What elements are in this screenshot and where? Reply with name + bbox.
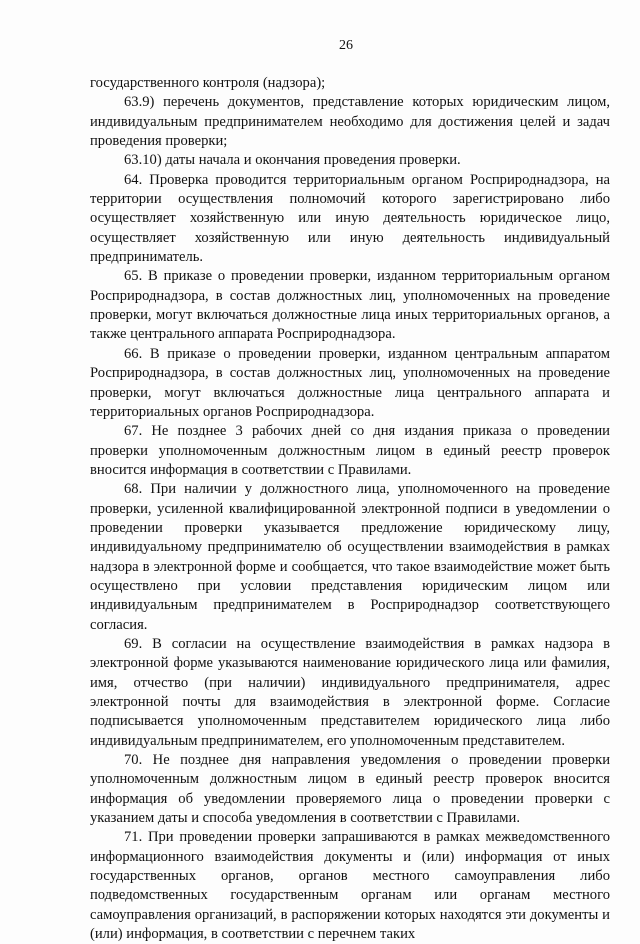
paragraph-63-10: 63.10) даты начала и окончания проведения проверки. [124,152,461,169]
paragraph-71: 71. При проведении проверки запрашиваются в рамках межведомственного информационного взаимодействия документы и (или) информация от иных государственных органов, органов местного самоуправления либо подведомственных государственным органам или органам местного самоуправления организаций, в распоряжении которых находятся эти документы и (или) информация, в соответствии с перечнем таких [90,829,610,943]
paragraph-70: 70. Не позднее дня направления уведомления о проведении проверки уполномоченным должностным лицом в единый реестр проверок вносится информация об уведомлении проверяемого лица о проведении проверки с указанием даты и способа уведомления в соответствии с Правилами. [90,752,610,827]
paragraph-64: 64. Проверка проводится территориальным органом Росприроднадзора, на территории осуществления полномочий которого зарегистрировано либо осуществляет хозяйственную или иную деятельность юридическое лицо, осуществляет хозяйственную или иную деятельность индивидуальный предприниматель. [90,171,610,266]
paragraph-66: 66. В приказе о проведении проверки, изданном центральным аппаратом Росприроднадзора, в состав должностных лиц, уполномоченных на проведение проверки, могут включаться должностные лица центрального аппарата и территориальных органов Росприроднадзора. [90,345,610,420]
paragraph-67: 67. Не позднее 3 рабочих дней со дня издания приказа о проведении проверки уполномоченным должностным лицом в единый реестр проверок вносится информация в соответствии с Правилами. [90,423,610,478]
paragraph-continuation: государственного контроля (надзора); [90,75,326,91]
page-number: 26 [339,38,353,53]
paragraph-63-9: 63.9) перечень документов, представление которых юридическим лицом, индивидуальным предпринимателем необходимо для достижения целей и задач проведения проверки; [90,94,610,150]
paragraph-65: 65. В приказе о проведении проверки, изданном территориальным органом Росприроднадзора, в состав должностных лиц, уполномоченных на проведение проверки, могут включаться должностные лица иных территориальных органов, а также центрального аппарата Росприроднадзора. [90,268,610,343]
paragraph-69: 69. В согласии на осуществление взаимодействия в рамках надзора в электронной форме указываются наименование юридического лица или фамилия, имя, отчество (при наличии) индивидуального предпринимателя, адрес электронной почты для взаимодействия в электронной форме. Согласие подписывается уполномоченным представителем юридического лица либо индивидуальным предпринимателем, его уполномоченным представителем. [90,635,610,749]
paragraph-68: 68. При наличии у должностного лица, уполномоченного на проведение проверки, усиленной квалифицированной электронной подписи в уведомлении о проведении проверки указывается предложение юридическому лицу, индивидуальному предпринимателю об осуществлении взаимодействия в рамках надзора в электронной форме и сообщается, что такое взаимодействие может быть осуществлено при условии представления юридическим лицом или индивидуальным предпринимателем в Росприроднадзор соответствующего согласия. [90,481,610,633]
